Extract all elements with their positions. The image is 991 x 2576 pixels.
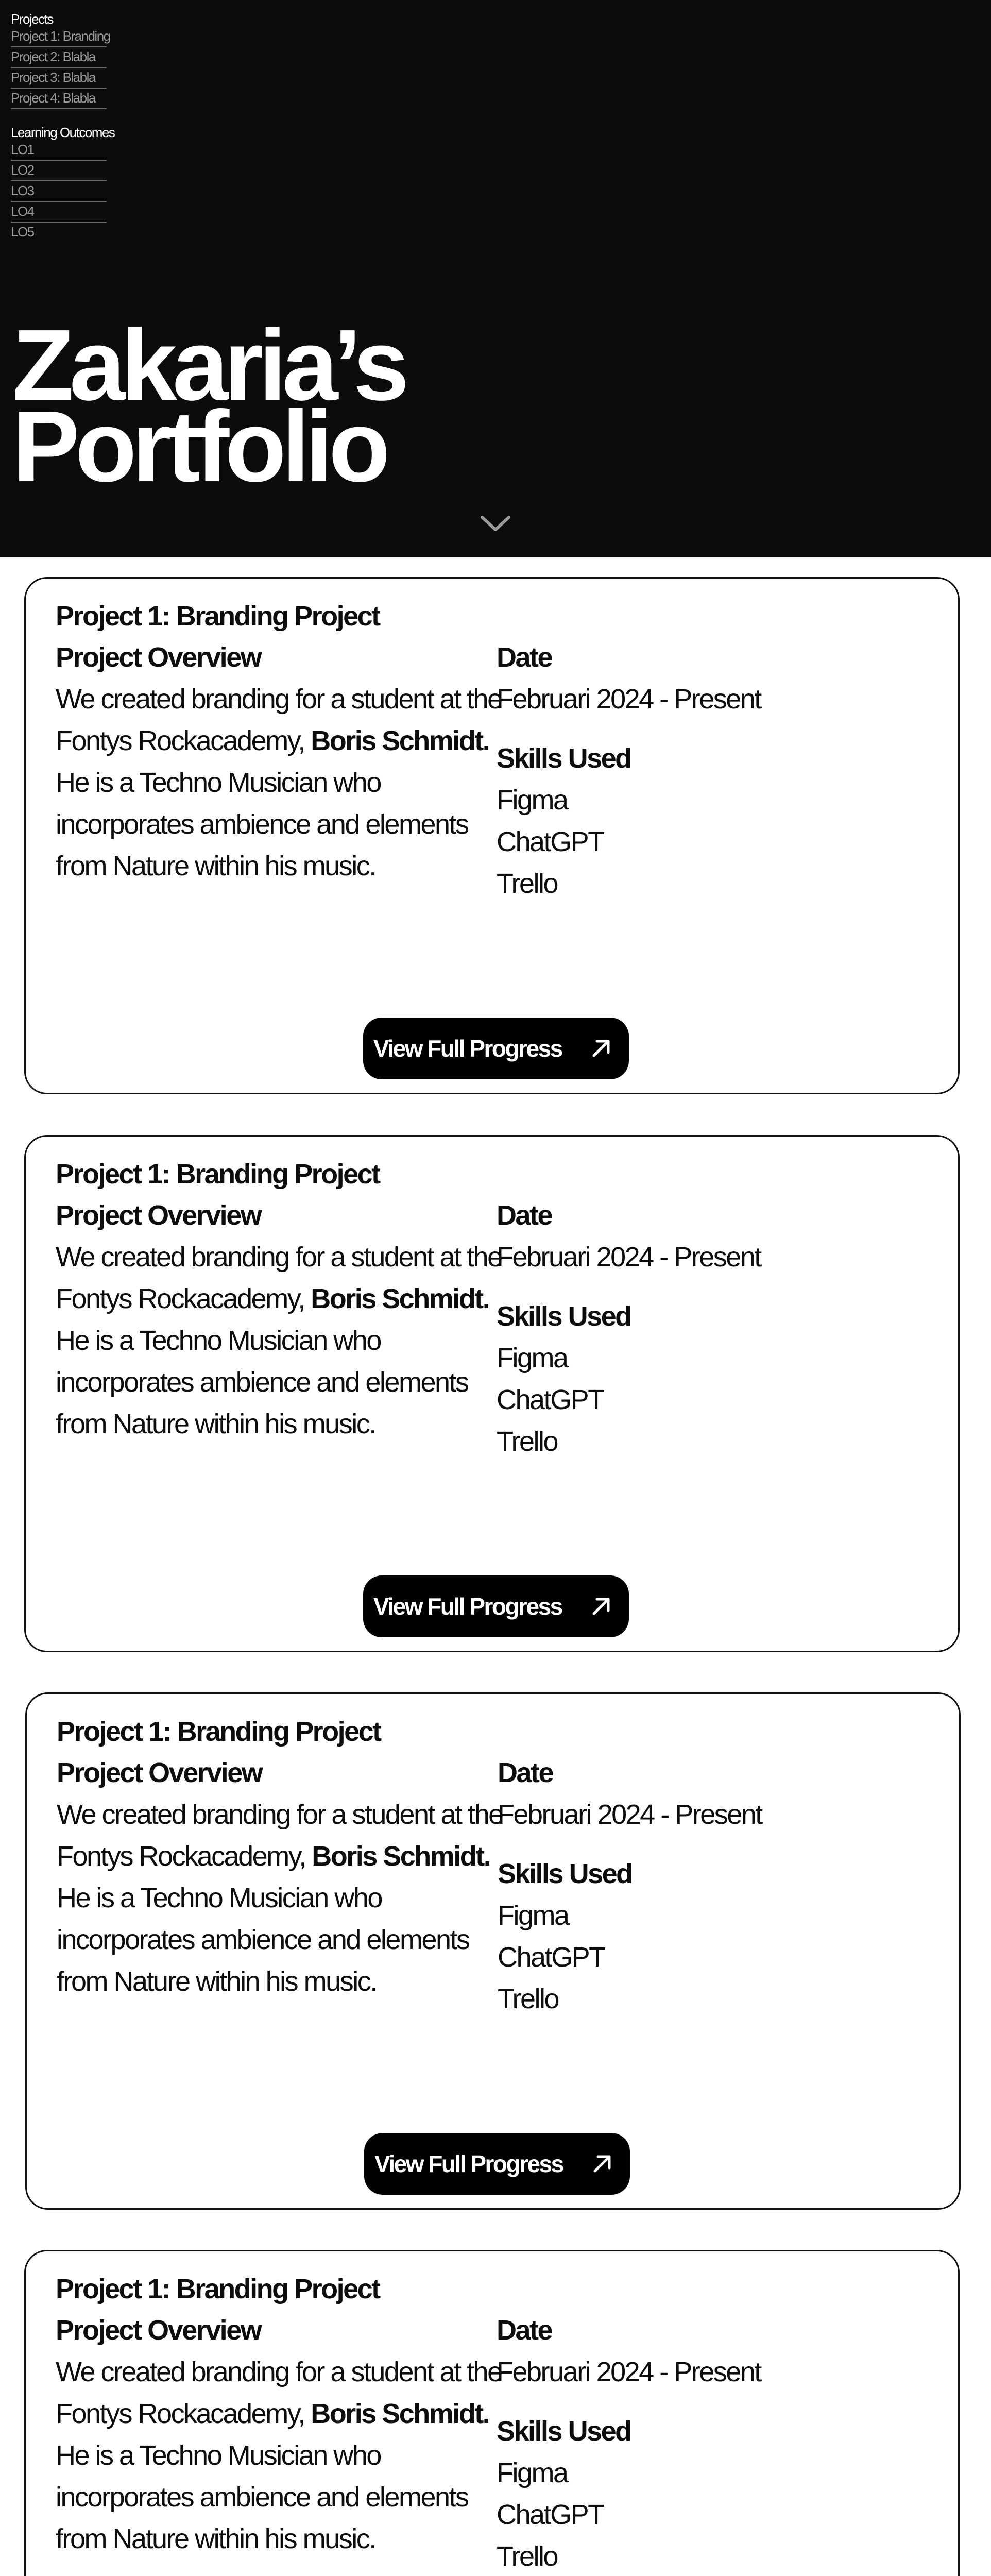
- overview-line: [56, 2393, 489, 2435]
- nav-link-project-2[interactable]: Project 2: Blabla: [11, 47, 107, 68]
- nav-heading-learning-outcomes: Learning Outcomes: [11, 125, 115, 140]
- skill-item: ChatGPT: [497, 1384, 604, 1415]
- skill-item: ChatGPT: [497, 2499, 604, 2530]
- skills-heading: Skills Used: [498, 1858, 632, 1889]
- hero-section: [0, 0, 991, 557]
- project-overview-text: [56, 2351, 502, 2560]
- overview-line: We created branding for a student at the: [57, 1799, 503, 1830]
- arrow-up-right-icon: [590, 1037, 612, 1060]
- skills-heading: Skills Used: [497, 743, 631, 774]
- arrow-up-right-icon: [590, 1595, 612, 1618]
- project-overview-heading: Project Overview: [57, 1757, 262, 1788]
- nav-link-project-3[interactable]: Project 3: Blabla: [11, 68, 107, 89]
- skills-list: [497, 2452, 604, 2576]
- overview-line: incorporates ambience and elements: [56, 1367, 468, 1398]
- project-overview-heading: Project Overview: [56, 2315, 261, 2346]
- page-title: [12, 309, 405, 503]
- overview-line: from Nature within his music.: [57, 1966, 377, 1997]
- nav-link-lo5[interactable]: LO5: [11, 224, 34, 240]
- project-overview-heading: Project Overview: [56, 642, 261, 673]
- page-title-line-2: Portfolio: [12, 390, 386, 503]
- skill-item: Figma: [497, 2458, 568, 2488]
- skill-item: Trello: [497, 868, 558, 899]
- side-navigation: [11, 11, 115, 243]
- overview-line: He is a Techno Musician who: [56, 1325, 381, 1356]
- overview-line: We created branding for a student at the: [56, 684, 502, 715]
- overview-line: We created branding for a student at the: [56, 1242, 502, 1273]
- project-overview-text: [56, 679, 502, 887]
- client-name: Boris Schmidt.: [311, 1283, 489, 1314]
- view-full-progress-label: View Full Progress: [373, 1593, 562, 1620]
- view-full-progress-button[interactable]: [363, 1575, 629, 1637]
- project-title: Project 1: Branding Project: [56, 1159, 380, 1190]
- overview-line-text: Fontys Rockacademy,: [56, 1283, 311, 1314]
- overview-line: [56, 1278, 489, 1320]
- skills-list: [497, 779, 604, 905]
- skill-item: Figma: [497, 1343, 568, 1374]
- skill-item: Trello: [497, 2541, 558, 2572]
- overview-line-text: Fontys Rockacademy,: [56, 2398, 311, 2429]
- overview-line: incorporates ambience and elements: [57, 1924, 469, 1955]
- project-title: Project 1: Branding Project: [57, 1716, 381, 1747]
- nav-link-lo4[interactable]: LO4: [11, 202, 107, 223]
- overview-line: from Nature within his music.: [56, 1409, 375, 1439]
- project-overview-text: [57, 1794, 503, 2003]
- overview-line-text: Fontys Rockacademy,: [56, 725, 311, 756]
- overview-line: incorporates ambience and elements: [56, 2482, 468, 2513]
- client-name: Boris Schmidt.: [311, 725, 489, 756]
- date-value: Februari 2024 - Present: [497, 2357, 761, 2387]
- skills-heading: Skills Used: [497, 1301, 631, 1332]
- nav-link-lo3[interactable]: LO3: [11, 181, 107, 202]
- nav-link-project-4[interactable]: Project 4: Blabla: [11, 89, 107, 109]
- project-card: [25, 1692, 961, 2210]
- date-value: Februari 2024 - Present: [497, 1242, 761, 1273]
- overview-line-text: Fontys Rockacademy,: [57, 1841, 312, 1872]
- date-heading: Date: [498, 1757, 553, 1788]
- project-overview-heading: Project Overview: [56, 1200, 261, 1231]
- overview-line: We created branding for a student at the: [56, 2357, 502, 2387]
- page-title-line-1: Zakaria’s: [12, 309, 405, 421]
- view-full-progress-label: View Full Progress: [373, 1035, 562, 1062]
- client-name: Boris Schmidt.: [312, 1841, 490, 1872]
- date-heading: Date: [497, 1200, 552, 1231]
- chevron-down-icon[interactable]: [479, 514, 512, 534]
- project-card: [24, 2250, 960, 2576]
- arrow-up-right-icon: [591, 2153, 613, 2175]
- date-value: Februari 2024 - Present: [497, 684, 761, 715]
- project-overview-text: [56, 1236, 502, 1445]
- skill-item: Trello: [497, 1426, 558, 1457]
- skills-list: [498, 1895, 605, 2020]
- project-card: [24, 577, 960, 1094]
- client-name: Boris Schmidt.: [311, 2398, 489, 2429]
- skill-item: ChatGPT: [498, 1942, 605, 1973]
- overview-line: He is a Techno Musician who: [56, 767, 381, 798]
- overview-line: from Nature within his music.: [56, 851, 375, 882]
- project-card: [24, 1135, 960, 1652]
- skills-list: [497, 1337, 604, 1463]
- view-full-progress-button[interactable]: [364, 2133, 630, 2195]
- overview-line: [56, 720, 489, 762]
- date-heading: Date: [497, 2315, 552, 2346]
- view-full-progress-button[interactable]: [363, 1018, 629, 1079]
- overview-line: incorporates ambience and elements: [56, 809, 468, 840]
- nav-heading-projects: Projects: [11, 11, 53, 27]
- overview-line: He is a Techno Musician who: [57, 1883, 382, 1913]
- nav-link-lo2[interactable]: LO2: [11, 161, 107, 181]
- skill-item: Figma: [497, 785, 568, 816]
- overview-line: from Nature within his music.: [56, 2523, 375, 2554]
- skills-heading: Skills Used: [497, 2416, 631, 2447]
- project-title: Project 1: Branding Project: [56, 2274, 380, 2304]
- date-value: Februari 2024 - Present: [498, 1799, 762, 1830]
- skill-item: Trello: [498, 1984, 559, 2014]
- nav-link-lo1[interactable]: LO1: [11, 140, 107, 161]
- date-heading: Date: [497, 642, 552, 673]
- project-title: Project 1: Branding Project: [56, 601, 380, 632]
- view-full-progress-label: View Full Progress: [374, 2150, 563, 2177]
- skill-item: Figma: [498, 1900, 569, 1931]
- nav-link-project-1[interactable]: Project 1: Branding: [11, 27, 107, 47]
- overview-line: He is a Techno Musician who: [56, 2440, 381, 2471]
- skill-item: ChatGPT: [497, 826, 604, 857]
- overview-line: [57, 1836, 490, 1877]
